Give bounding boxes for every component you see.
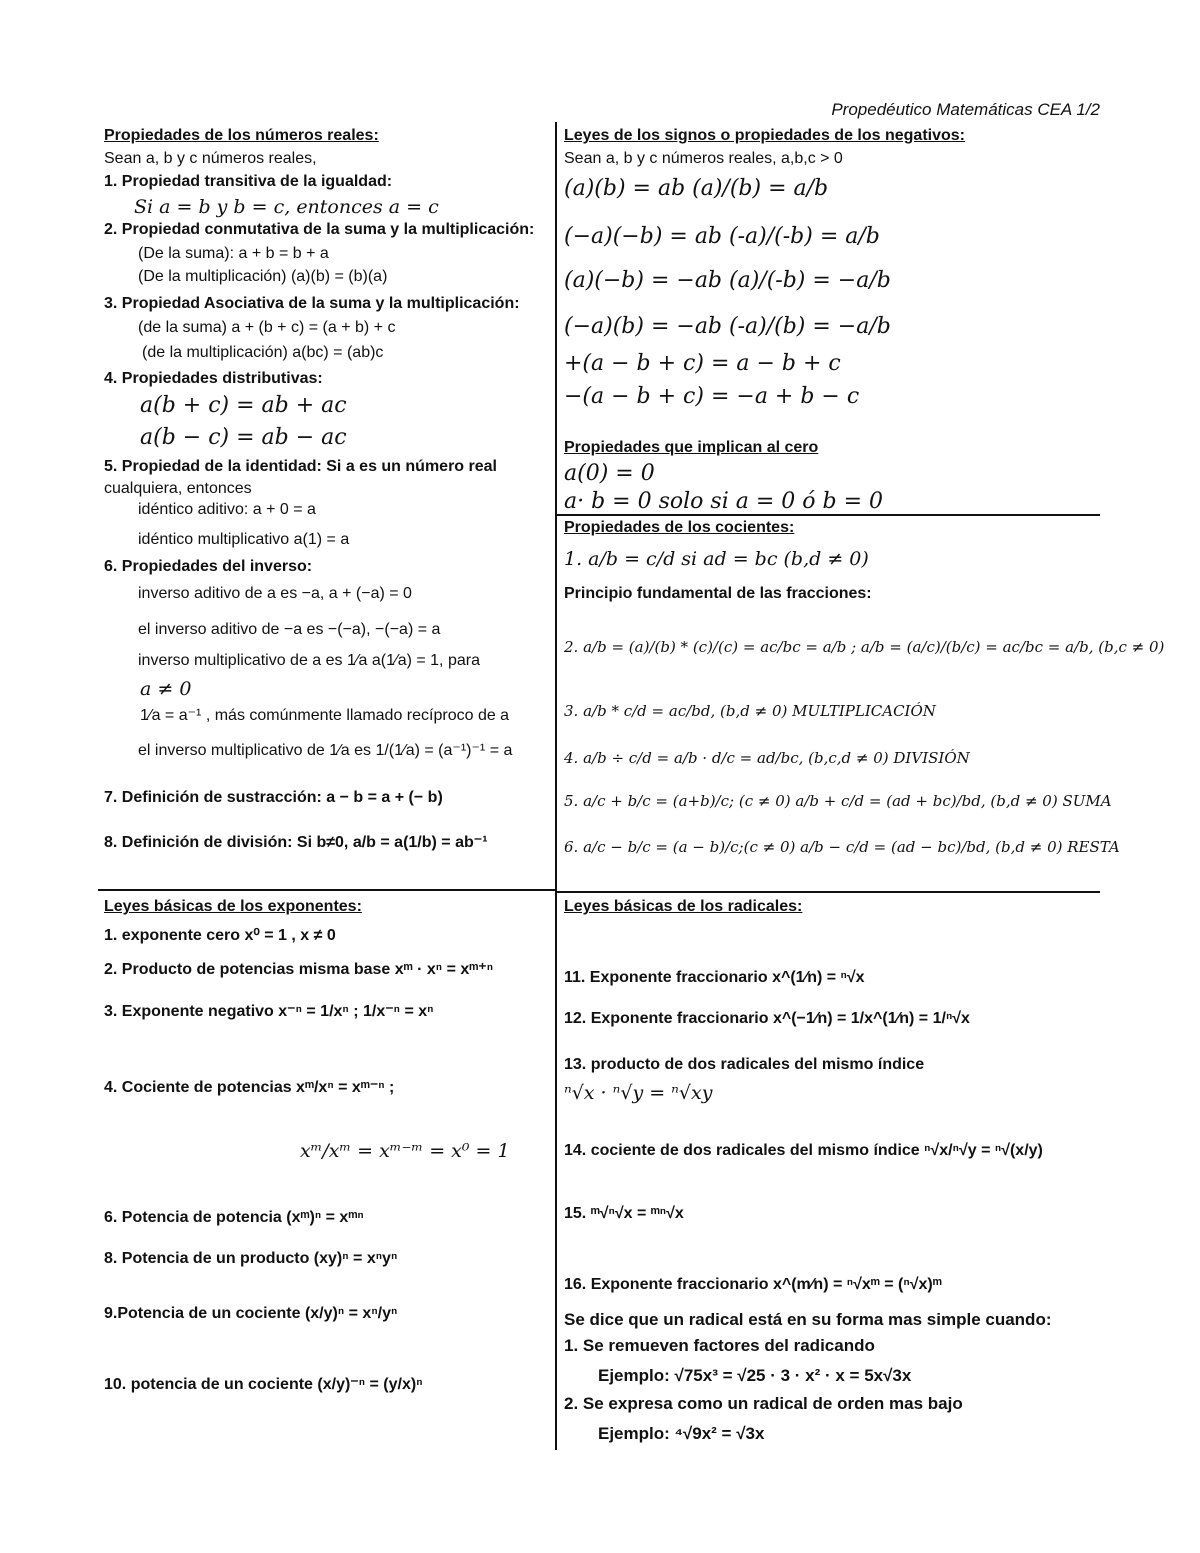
horizontal-divider-left (98, 889, 556, 891)
line: 9.Potencia de un cociente (x/y)ⁿ = xⁿ/yⁿ (104, 1305, 398, 1322)
formula: 3. a/b * c/d = ac/bd, (b,d ≠ 0) MULTIPLICACIÓN (564, 702, 936, 720)
line: 8. Definición de división: Si b≠0, a/b = a(1/b) = ab⁻¹ (104, 834, 488, 851)
line: 6. Propiedades del inverso: (104, 558, 313, 575)
zero-title: Propiedades que implican al cero (564, 439, 819, 456)
line: Principio fundamental de las fracciones: (564, 585, 872, 602)
section-title: Leyes básicas de los radicales: (564, 898, 803, 915)
formula: 4. a/b ÷ c/d = a/b · d/c = ad/bc, (b,c,d ≠ 0) DIVISIÓN (564, 749, 970, 767)
line: Sean a, b y c números reales, (104, 150, 317, 167)
line: 15. ᵐ√ⁿ√x = ᵐⁿ√x (564, 1205, 684, 1222)
line: (De la suma): a + b = b + a (138, 245, 329, 262)
formula: a· b = 0 solo si a = 0 ó b = 0 (564, 489, 883, 514)
formula: 5. a/c + b/c = (a+b)/c; (c ≠ 0) a/b + c/d = (ad + bc)/bd, (b,d ≠ 0) SUMA (564, 792, 1112, 810)
line: 7. Definición de sustracción: a − b = a + (− b) (104, 789, 443, 806)
formula: 6. a/c − b/c = (a − b)/c;(c ≠ 0) a/b − c/d = (ad − bc)/bd, (b,d ≠ 0) RESTA (564, 838, 1120, 856)
line: 13. producto de dos radicales del mismo índice (564, 1056, 925, 1073)
line: 3. Exponente negativo x⁻ⁿ = 1/xⁿ ; 1/x⁻ⁿ = xⁿ (104, 1003, 434, 1020)
horizontal-divider-right-lower (556, 891, 1100, 893)
line: (de la multiplicación) a(bc) = (ab)c (142, 344, 384, 361)
line: 6. Potencia de potencia (xᵐ)ⁿ = xᵐⁿ (104, 1209, 364, 1226)
formula: a(b + c) = ab + ac (140, 393, 347, 418)
line: 2. Producto de potencias misma base xᵐ · xⁿ = xᵐ⁺ⁿ (104, 961, 494, 978)
line: Ejemplo: ⁴√9x² = √3x (598, 1424, 765, 1443)
line: 4. Cociente de potencias xᵐ/xⁿ = xᵐ⁻ⁿ ; (104, 1079, 395, 1096)
section-title: Propiedades de los números reales: (104, 127, 379, 144)
line: el inverso multiplicativo de 1⁄a es 1/(1⁄a) = (a⁻¹)⁻¹ = a (138, 742, 513, 759)
line: Ejemplo: √75x³ = √25 · 3 · x² · x = 5x√3x (598, 1366, 912, 1385)
line: 14. cociente de dos radicales del mismo índice ⁿ√x/ⁿ√y = ⁿ√(x/y) (564, 1142, 1043, 1159)
formula: +(a − b + c) = a − b + c (564, 351, 841, 376)
line: idéntico multiplicativo a(1) = a (138, 531, 350, 548)
line: 2. Propiedad conmutativa de la suma y la multiplicación: (104, 221, 535, 238)
formula: (−a)(−b) = ab (-a)/(-b) = a/b (564, 224, 880, 249)
line: 10. potencia de un cociente (x/y)⁻ⁿ = (y/x)ⁿ (104, 1376, 423, 1393)
line: Si a = b y b = c, entonces a = c (134, 196, 439, 218)
line: el inverso aditivo de −a es −(−a), −(−a) = a (138, 621, 441, 638)
formula: 1. a/b = c/d si ad = bc (b,d ≠ 0) (564, 548, 869, 570)
line: 12. Exponente fraccionario x^(−1⁄n) = 1/x^(1⁄n) = 1/ⁿ√x (564, 1010, 970, 1027)
line: Sean a, b y c números reales, a,b,c > 0 (564, 150, 843, 167)
formula: ⁿ√x · ⁿ√y = ⁿ√xy (564, 1082, 713, 1104)
formula: 2. a/b = (a)/(b) * (c)/(c) = ac/bc = a/b ; a/b = (a/c)/(b/c) = ac/bc = a/b, (b,c ≠ 0) (564, 638, 1165, 656)
line: (de la suma) a + (b + c) = (a + b) + c (138, 319, 396, 336)
section-title: Propiedades de los cocientes: (564, 519, 795, 536)
line: cualquiera, entonces (104, 480, 252, 497)
vertical-divider (555, 122, 557, 1450)
line: (De la multiplicación) (a)(b) = (b)(a) (138, 268, 388, 285)
line: 1. Se remueven factores del radicando (564, 1336, 875, 1355)
formula: a(0) = 0 (564, 461, 655, 486)
line: inverso multiplicativo de a es 1⁄a a(1⁄a) = 1, para (138, 652, 480, 669)
line: 1. Propiedad transitiva de la igualdad: (104, 173, 393, 190)
line: 1. exponente cero x⁰ = 1 , x ≠ 0 (104, 927, 336, 944)
line: 11. Exponente fraccionario x^(1⁄n) = ⁿ√x (564, 969, 865, 986)
simple-title: Se dice que un radical está en su forma mas simple cuando: (564, 1310, 1052, 1329)
formula: a ≠ 0 (140, 678, 192, 700)
page-header: Propedéutico Matemáticas CEA 1/2 (831, 100, 1100, 119)
line: 3. Propiedad Asociativa de la suma y la multiplicación: (104, 295, 520, 312)
formula: (−a)(b) = −ab (-a)/(b) = −a/b (564, 314, 891, 339)
formula: (a)(−b) = −ab (a)/(-b) = −a/b (564, 268, 891, 293)
line: inverso aditivo de a es −a, a + (−a) = 0 (138, 585, 412, 602)
section-title: Leyes básicas de los exponentes: (104, 898, 362, 915)
formula: a(b − c) = ab − ac (140, 425, 347, 450)
line: idéntico aditivo: a + 0 = a (138, 501, 316, 518)
line: 2. Se expresa como un radical de orden mas bajo (564, 1394, 963, 1413)
line: 5. Propiedad de la identidad: Si a es un número real (104, 458, 497, 475)
line: 16. Exponente fraccionario x^(m⁄n) = ⁿ√xᵐ = (ⁿ√x)ᵐ (564, 1276, 942, 1293)
formula: −(a − b + c) = −a + b − c (564, 384, 860, 409)
line: 4. Propiedades distributivas: (104, 370, 323, 387)
formula: xᵐ/xᵐ = xᵐ⁻ᵐ = x⁰ = 1 (300, 1140, 510, 1162)
formula: (a)(b) = ab (a)/(b) = a/b (564, 176, 829, 201)
line: 1⁄a = a⁻¹ , más comúnmente llamado recíproco de a (140, 707, 510, 724)
section-title: Leyes de los signos o propiedades de los negativos: (564, 127, 965, 144)
line: 8. Potencia de un producto (xy)ⁿ = xⁿyⁿ (104, 1250, 398, 1267)
